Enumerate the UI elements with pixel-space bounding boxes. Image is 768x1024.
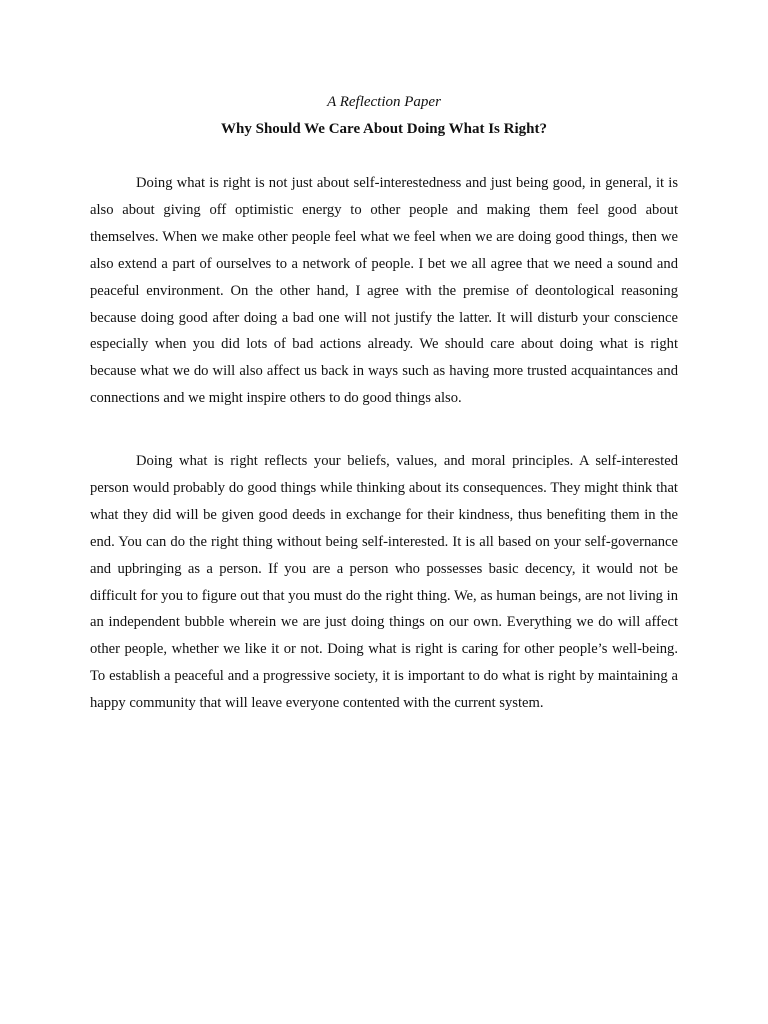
- document-subtitle: A Reflection Paper: [327, 94, 441, 110]
- paragraph-2: Doing what is right reflects your beliefs, values, and moral principles. A self-interested person would probably do good things while thinking about its consequences. They might think that what they did will be given good deeds in exchange for their kindness, thus benefiting them in the end. You can do the right thing without being self-interested. It is all based on your self-governance and upbringing as a person. If you are a person who possesses basic decency, it would not be difficult for you to figure out that you must do the right thing. We, as human beings, are not living in an independent bubble wherein we are just doing things on our own. Everything we do will affect other people, whether we like it or not. Doing what is right is caring for other people’s well-being. To establish a peaceful and a progressive society, it is important to do what is right by maintaining a happy community that will leave everyone contented with the current system.: [90, 453, 678, 712]
- paragraph-1: Doing what is right is not just about self-interestedness and just being good, in general, it is also about giving off optimistic energy to other people and making them feel good about themselves. When we make other people feel what we feel when we are doing good things, then we also extend a part of ourselves to a network of people. I bet we all agree that we need a sound and peaceful environment. On the other hand, I agree with the premise of deontological reasoning because doing good after doing a bad one will not justify the latter. It will disturb your conscience especially when you did lots of bad actions already. We should care about doing what is right because what we do will also affect us back in ways such as having more trusted acquaintances and connections and we might inspire others to do good things also.: [90, 175, 678, 407]
- document-title: Why Should We Care About Doing What Is Right?: [221, 121, 547, 137]
